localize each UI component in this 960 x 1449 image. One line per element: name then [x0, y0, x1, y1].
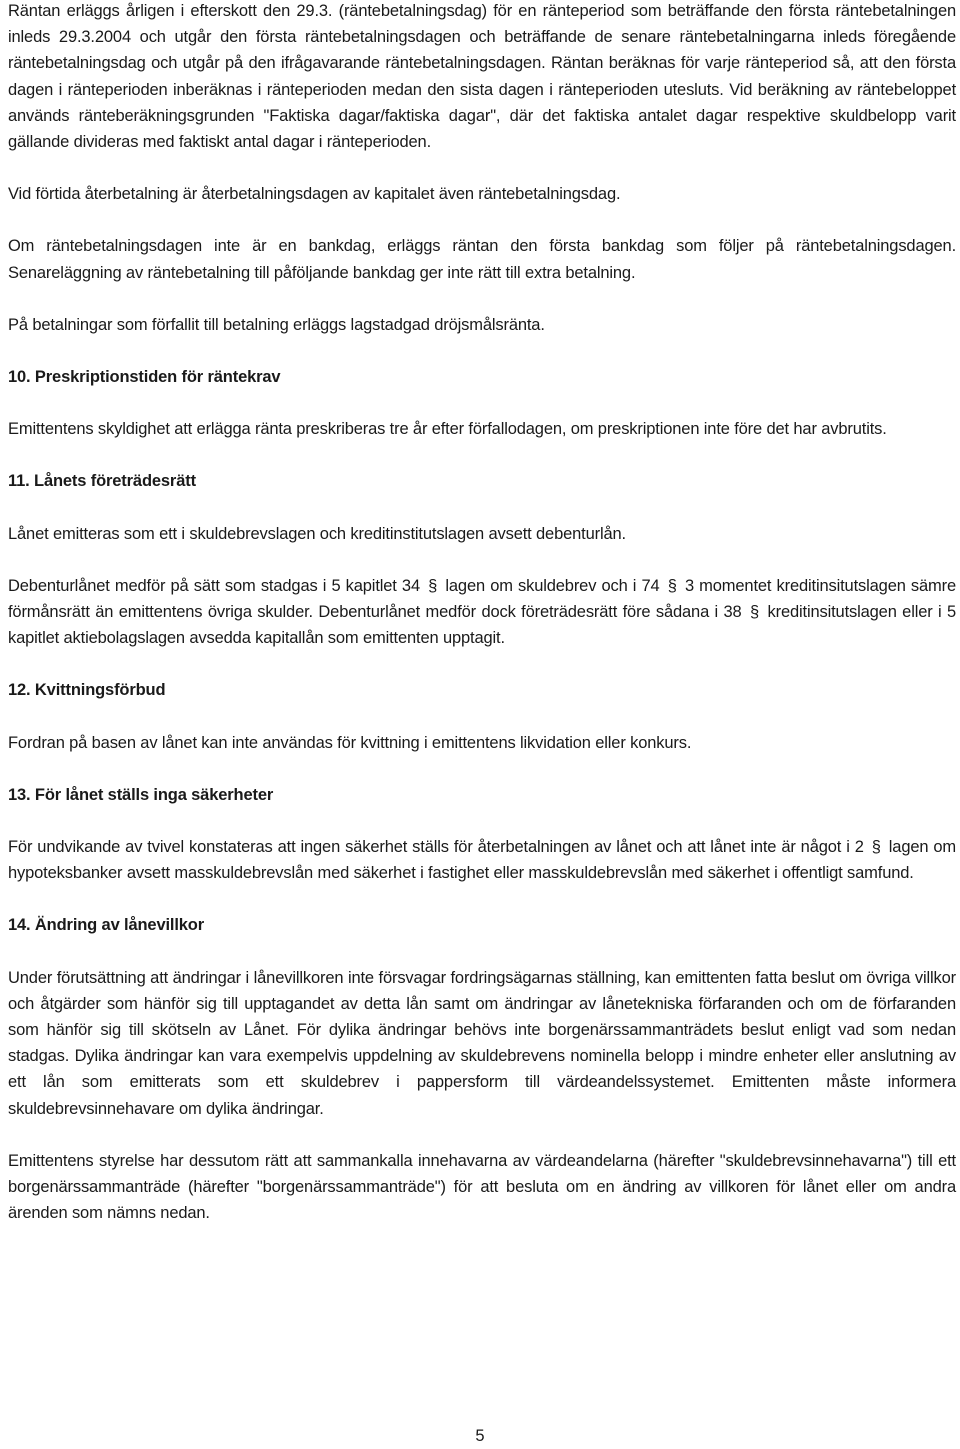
- late-payment-paragraph: På betalningar som förfallit till betalning erläggs lagstadgad dröjsmålsränta.: [8, 315, 545, 334]
- interest-payment-paragraph: Räntan erläggs årligen i efterskott den 29.3. (räntebetalningsdag) för en ränteperiod som beträffande den första räntebetalningen inleds 29.3.2004 och utgår den första räntebetalningsdagen och beträffande de senare räntebetalningarna inleds föregående räntebetalningsdag och utgår på den ifrågavarande räntebetalningsdagen. Räntan beräknas för varje ränteperiod så, att den första dagen i ränteperioden inberäknas i ränteperioden medan den sista dagen i ränteperioden utesluts. Vid beräkning av räntebeloppet används ränteberäkningsgrunden "Faktiska dagar/faktiska dagar", där det faktiska antalet dagar respektive skuldbelopp varit gällande divideras med faktiskt antal dagar i ränteperioden.: [8, 2, 956, 152]
- section-symbol-icon: §: [428, 576, 438, 595]
- section-13-text-part-1: För undvikande av tvivel konstateras att ingen säkerhet ställs för återbetalningen av lånet och att lånet inte är något i 2: [8, 838, 864, 857]
- section-symbol-icon: §: [750, 603, 760, 622]
- section-12-paragraph: Fordran på basen av lånet kan inte användas för kvittning i emittentens likvidation eller konkurs.: [8, 733, 692, 752]
- document-page: [8, 0, 956, 1227]
- section-10-paragraph: Emittentens skyldighet att erlägga ränta preskriberas tre år efter förfallodagen, om preskriptionen inte före det har avbrutits.: [8, 420, 887, 439]
- section-13-text-part-2: lagen om hypoteksbanker avsett masskuldebrevslån med säkerhet i fastighet eller masskuldebrevslån med säkerhet i offentligt samfund.: [8, 838, 957, 883]
- section-11-heading: 11. Lånets företrädesrätt: [8, 472, 196, 491]
- section-symbol-icon: §: [871, 838, 881, 857]
- bankday-paragraph: Om räntebetalningsdagen inte är en bankdag, erläggs räntan den första bankdag som följer på räntebetalningsdagen. Senareläggning av räntebetalning till påföljande bankdag ger inte rätt till extra betalning.: [8, 237, 956, 282]
- page-number: 5: [475, 1427, 485, 1445]
- section-11-paragraph-2: [8, 573, 956, 652]
- section-11-text-part-4: kreditinsitutslagen eller i 5 kapitlet aktiebolagslagen avsedda kapitallån som emittenten upptagit.: [8, 603, 957, 648]
- section-11-text-part-2: lagen om skuldebrev och i 74: [445, 576, 660, 595]
- section-14-paragraph-1: Under förutsättning att ändringar i lånevillkoren inte försvagar fordringsägarnas ställning, kan emittenten fatta beslut om övriga villkor och åtgärder som hänför sig till upptagandet av detta lån samt om ändringar av lånetekniska förfaranden och om de förfaranden som hänför sig till skötseln av Lånet. För dylika ändringar behövs inte borgenärssammanträdets beslut enligt vad som nedan stadgas. Dylika ändringar kan vara exempelvis uppdelning av skuldebrevens nominella belopp i mindre enheter eller anslutning av ett lån som emitterats som ett skuldebrev i pappersform till värdeandelssystemet. Emittenten måste informera skuldebrevsinnehavare om dylika ändringar.: [8, 968, 956, 1118]
- section-10-heading: 10. Preskriptionstiden för räntekrav: [8, 368, 281, 387]
- section-11-paragraph-1: Lånet emitteras som ett i skuldebrevslagen och kreditinstitutslagen avsett debenturlån.: [8, 524, 626, 543]
- section-symbol-icon: §: [667, 576, 677, 595]
- section-12-heading: 12. Kvittningsförbud: [8, 681, 166, 700]
- early-repayment-paragraph: Vid förtida återbetalning är återbetalningsdagen av kapitalet även räntebetalningsdag.: [8, 185, 621, 204]
- section-13-paragraph: [8, 834, 956, 886]
- section-11-text-part-1: Debenturlånet medför på sätt som stadgas i 5 kapitlet 34: [8, 576, 420, 595]
- section-14-heading: 14. Ändring av lånevillkor: [8, 916, 205, 935]
- section-14-paragraph-2: Emittentens styrelse har dessutom rätt att sammankalla innehavarna av värdeandelarna (härefter "skuldebrevsinnehavarna") till ett borgenärssammanträde (härefter "borgenärssammanträde") för att besluta om en ändring av villkoren för lånet eller om andra ärenden som nämns nedan.: [8, 1151, 956, 1223]
- section-13-heading: 13. För lånet ställs inga säkerheter: [8, 785, 274, 804]
- section-11-text-part-3: 3 momentet kreditinsitutslagen sämre förmånsrätt än emittentens övriga skulder. Debenturlånet medför dock företrädesrätt före sådana i 38: [8, 576, 957, 622]
